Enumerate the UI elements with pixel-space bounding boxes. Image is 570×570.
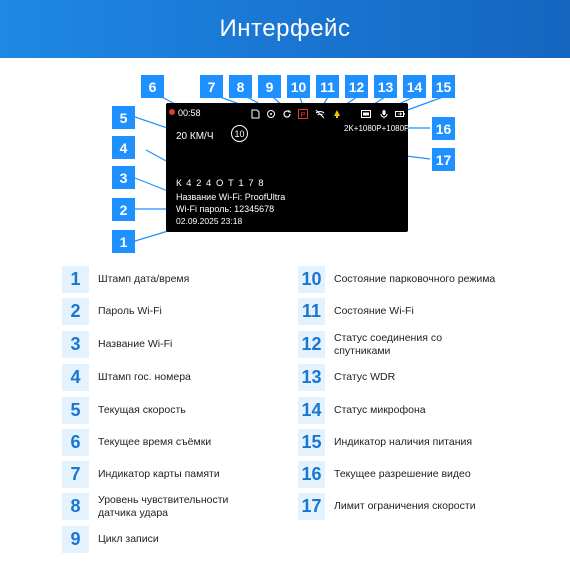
legend-item	[62, 298, 278, 325]
legend-label: Пароль Wi-Fi	[98, 305, 162, 318]
callout-10: 10	[287, 75, 310, 98]
legend-item	[62, 397, 278, 424]
callout-12: 12	[345, 75, 368, 98]
microphone-icon	[379, 109, 389, 119]
legend-item	[298, 364, 514, 391]
legend-item	[298, 397, 514, 424]
legend-item	[298, 429, 514, 456]
legend-label: Текущее разрешение видео	[334, 468, 471, 481]
legend-item	[62, 526, 278, 553]
legend-number: 10	[298, 266, 325, 293]
callout-4: 4	[112, 136, 135, 159]
page-title: Интерфейс	[219, 15, 351, 42]
legend-number: 7	[62, 461, 89, 488]
plate-stamp: К 4 2 4 О Т 1 7 8	[176, 178, 265, 189]
legend-number: 16	[298, 461, 325, 488]
callout-15: 15	[432, 75, 455, 98]
legend-label: Текущее время съёмки	[98, 436, 212, 449]
wdr-icon	[361, 109, 371, 119]
wifi-off-icon	[315, 109, 325, 119]
callout-14: 14	[403, 75, 426, 98]
callout-17: 17	[432, 148, 455, 171]
callout-6: 6	[141, 75, 164, 98]
legend-number: 17	[298, 493, 325, 520]
legend-item	[298, 493, 514, 520]
legend-label: Штамп гос. номера	[98, 371, 191, 384]
loop-record-icon	[282, 109, 292, 119]
legend-item	[62, 266, 278, 293]
legend-number: 4	[62, 364, 89, 391]
recording-time: 00:58	[178, 108, 201, 118]
legend-label: Индикатор наличия питания	[334, 436, 473, 449]
speed-limit-value: 10	[234, 128, 245, 139]
legend-label: Штамп дата/время	[98, 273, 190, 286]
legend-label: Цикл записи	[98, 533, 159, 546]
legend-number: 2	[62, 298, 89, 325]
legend-label: Текущая скорость	[98, 404, 186, 417]
record-indicator	[169, 109, 175, 115]
header-banner	[0, 0, 570, 58]
power-icon	[395, 109, 405, 119]
speed-limit-badge	[231, 125, 248, 142]
legend-number: 9	[62, 526, 89, 553]
legend-item	[298, 266, 514, 293]
legend-label: Состояние парковочного режима	[334, 273, 496, 286]
callout-8: 8	[229, 75, 252, 98]
legend-item	[62, 364, 278, 391]
legend-number: 15	[298, 429, 325, 456]
legend-label: Статус WDR	[334, 371, 396, 384]
satellite-icon	[332, 109, 342, 119]
legend-item	[298, 331, 444, 358]
legend-number: 1	[62, 266, 89, 293]
legend-label: Уровень чувствительности датчика удара	[98, 494, 229, 519]
legend-number: 6	[62, 429, 89, 456]
legend-item	[298, 461, 514, 488]
callout-2: 2	[112, 198, 135, 221]
legend-label: Статус соединения со спутниками	[334, 332, 443, 357]
legend-number: 8	[62, 493, 89, 520]
legend-label: Статус микрофона	[334, 404, 426, 417]
legend-label: Название Wi-Fi	[98, 338, 173, 351]
parking-mode-icon	[298, 109, 308, 119]
callout-9: 9	[258, 75, 281, 98]
wifi-password-stamp: Wi-Fi пароль: 12345678	[176, 204, 275, 214]
memory-card-icon	[250, 109, 260, 119]
callout-5: 5	[112, 106, 135, 129]
legend-label: Индикатор карты памяти	[98, 468, 220, 481]
video-resolution: 2K+1080P+1080P	[344, 124, 410, 133]
callout-16: 16	[432, 117, 455, 140]
legend-label: Лимит ограничения скорости	[334, 500, 476, 513]
legend-item	[298, 298, 514, 325]
wifi-name-stamp: Название Wi-Fi: ProofUltra	[176, 192, 286, 202]
legend-item	[62, 429, 278, 456]
shock-sensor-icon	[266, 109, 276, 119]
legend-number: 11	[298, 298, 325, 325]
legend-number: 12	[298, 331, 325, 358]
callout-3: 3	[112, 166, 135, 189]
dashcam-screen	[166, 103, 408, 232]
legend-label: Состояние Wi-Fi	[334, 305, 414, 318]
callout-11: 11	[316, 75, 339, 98]
callout-1: 1	[112, 230, 135, 253]
legend-number: 3	[62, 331, 89, 358]
current-speed: 20 КМ/Ч	[176, 131, 214, 142]
legend-number: 13	[298, 364, 325, 391]
legend-item	[62, 331, 278, 358]
callout-13: 13	[374, 75, 397, 98]
datetime-stamp: 02.09.2025 23:18	[176, 216, 243, 226]
legend-number: 14	[298, 397, 325, 424]
legend-item	[62, 461, 278, 488]
svg-text:P: P	[300, 112, 306, 119]
legend-number: 5	[62, 397, 89, 424]
legend-item	[62, 493, 248, 520]
callout-7: 7	[200, 75, 223, 98]
